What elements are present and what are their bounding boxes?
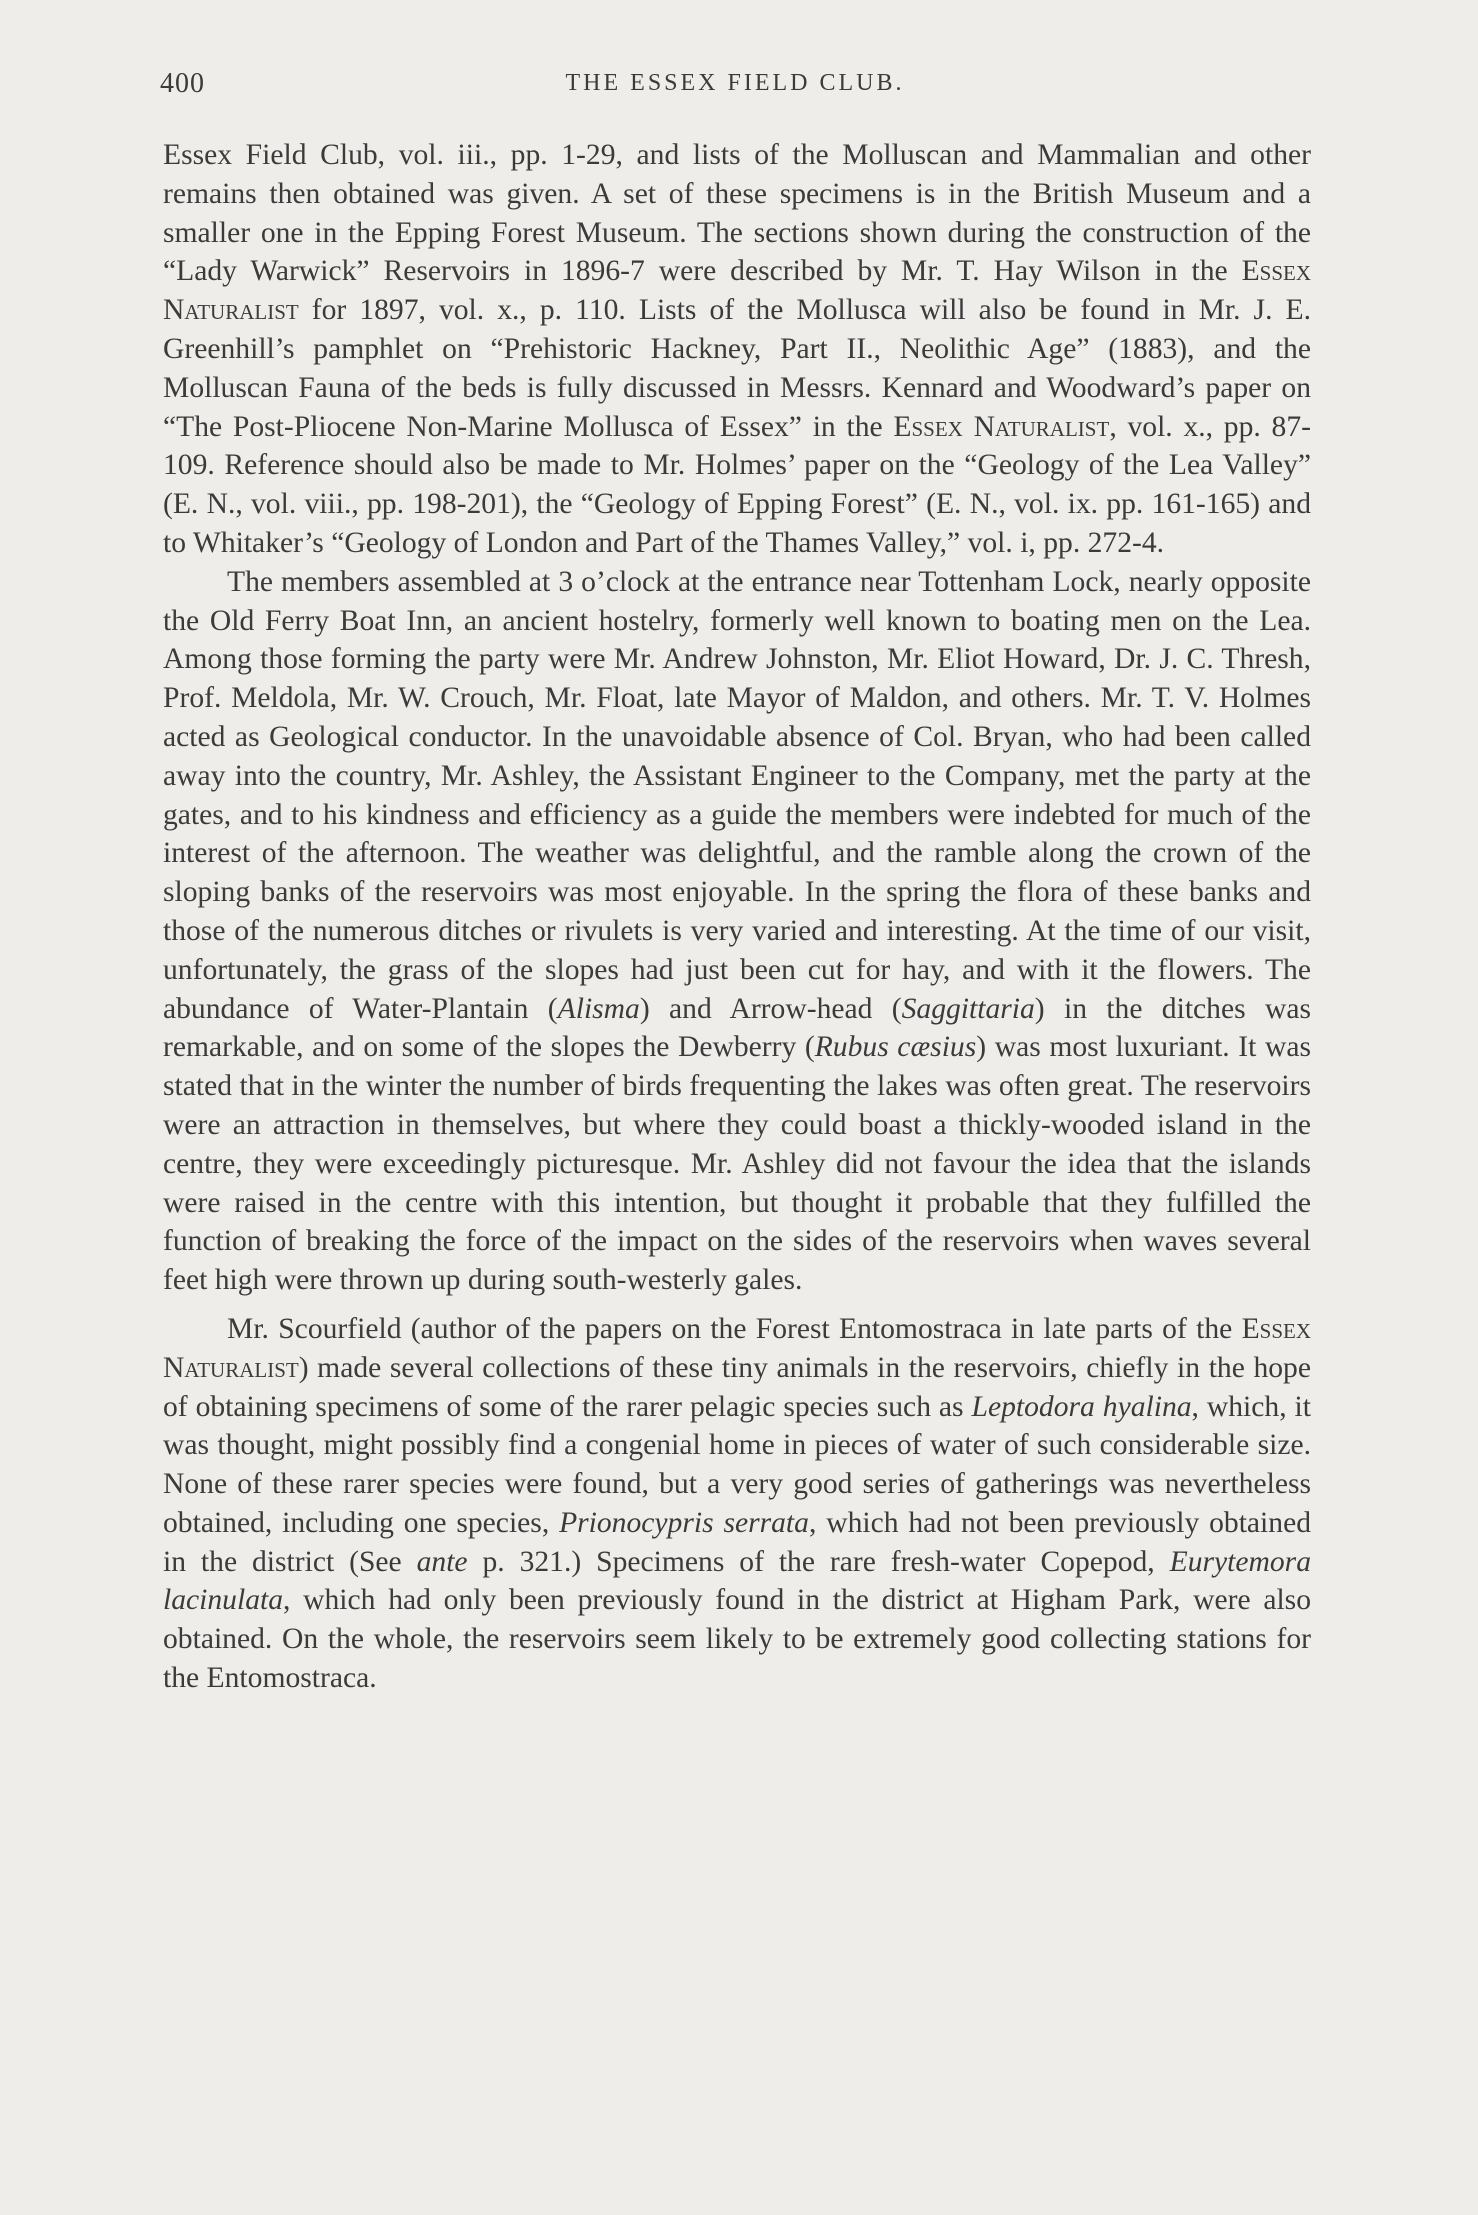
paragraph-continued <box>163 136 1311 563</box>
italic-term: Leptodora hyalina <box>971 1390 1192 1423</box>
running-head: THE ESSEX FIELD CLUB. <box>565 70 905 96</box>
italic-term: Prionocypris serrata <box>559 1506 809 1539</box>
journal-title: Essex Naturalist <box>163 1312 1311 1384</box>
text-run: ) made several collections of these tiny animals in the reservoirs, chiefly in the hope of obtaining specimens of some of the rarer pelagic species such as <box>163 1351 1311 1423</box>
text-run: ) and Arrow-head ( <box>639 992 902 1025</box>
text-run: ) was most luxuriant. It was stated that in the winter the number of birds frequenting the lakes was often great. The reservoirs were an attraction in themselves, but where they could boast a thickly-wooded island in the centre, they were exceedingly picturesque. Mr. Ashley did not favour the idea that the islands were raised in the centre with this intention, but thought it probable that they fulfilled the function of breaking the force of the impact on the sides of the reservoirs when waves several feet high were thrown up during south-westerly gales. <box>163 1031 1311 1297</box>
italic-term: Saggittaria <box>901 992 1035 1025</box>
text-run: ) in the ditches was remarkable, and on some of the slopes the Dewberry ( <box>163 992 1311 1064</box>
text-run: for 1897, vol. x., p. 110. Lists of the Mollusca will also be found in Mr. J. E. Greenhill’s pamphlet on “Prehistoric Hackney, Part II., Neolithic Age” (1883), and the Molluscan Fauna of the beds is fully discussed in Messrs. Kennard and Woodward’s paper on “The Post-Pliocene Non-Marine Mollusca of Essex” in the <box>163 294 1311 443</box>
text-run: p. 321.) Specimens of the rare fresh-water Copepod, <box>467 1545 1170 1578</box>
text-run: , which had not been previously obtained in the district (See <box>163 1506 1312 1578</box>
italic-term: Alisma <box>557 992 640 1025</box>
journal-title: Essex Naturalist <box>893 410 1110 443</box>
text-run: , which had only been previously found in the district at Higham Park, were also obtained. On the whole, the reservoirs seem likely to be extremely good collecting stations for the Entomostraca. <box>163 1584 1311 1695</box>
text-run: The members assembled at 3 o’clock at the entrance near Tottenham Lock, nearly opposite the Old Ferry Boat Inn, an ancient hostelry, formerly well known to boating men on the Lea. Among those forming the party were Mr. Andrew Johnston, Mr. Eliot Howard, Dr. J. C. Thresh, Prof. Meldola, Mr. W. Crouch, Mr. Float, late Mayor of Maldon, and others. Mr. T. V. Holmes acted as Geological conductor. In the unavoidable absence of Col. Bryan, who had been called away into the country, Mr. Ashley, the Assistant Engineer to the Company, met the party at the gates, and to his kindness and efficiency as a guide the members were indebted for much of the interest of the afternoon. The weather was delightful, and the ramble along the crown of the sloping banks of the reservoirs was most enjoyable. In the spring the flora of these banks and those of the numerous ditches or rivulets is very varied and interesting. At the time of our visit, unfortunately, the grass of the slopes had just been cut for hay, and with it the flowers. The abundance of Water-Plantain ( <box>163 565 1311 1025</box>
text-run: Essex Field Club, vol. iii., pp. 1-29, and lists of the Molluscan and Mammalian and other remains then obtained was given. A set of these specimens is in the British Museum and a smaller one in the Epping Forest Museum. The sections shown during the construction of the “Lady Warwick” Reservoirs in 1896-7 were described by Mr. T. Hay Wilson in the <box>163 139 1311 288</box>
journal-title: Essex Naturalist <box>163 255 1311 327</box>
paragraph-entomostraca <box>163 1310 1311 1698</box>
italic-term: Eurytemora lacinulata <box>163 1545 1311 1617</box>
text-run: , which, it was thought, might possibly find a congenial home in pieces of water of such considerable size. None of these rarer species were found, but a very good series of gatherings was nevertheless obtained, including one species, <box>163 1390 1311 1539</box>
text-run: Mr. Scourfield (author of the papers on the Forest Entomostraca in late parts of the <box>227 1312 1242 1345</box>
text-run: , vol. x., pp. 87-109. Reference should also be made to Mr. Holmes’ paper on the “Geology of the Lea Valley” (E. N., vol. viii., pp. 198-201), the “Geology of Epping Forest” (E. N., vol. ix. pp. 161-165) and to Whitaker’s “Geology of London and Part of the Thames Valley,” vol. i, pp. 272-4. <box>163 410 1312 559</box>
page-header <box>160 68 1310 108</box>
italic-term: ante <box>416 1545 468 1578</box>
paragraph-meeting-account <box>163 563 1311 1300</box>
body-text <box>163 136 1311 1698</box>
italic-term: Rubus cæsius <box>814 1031 977 1064</box>
page-number: 400 <box>160 68 205 99</box>
